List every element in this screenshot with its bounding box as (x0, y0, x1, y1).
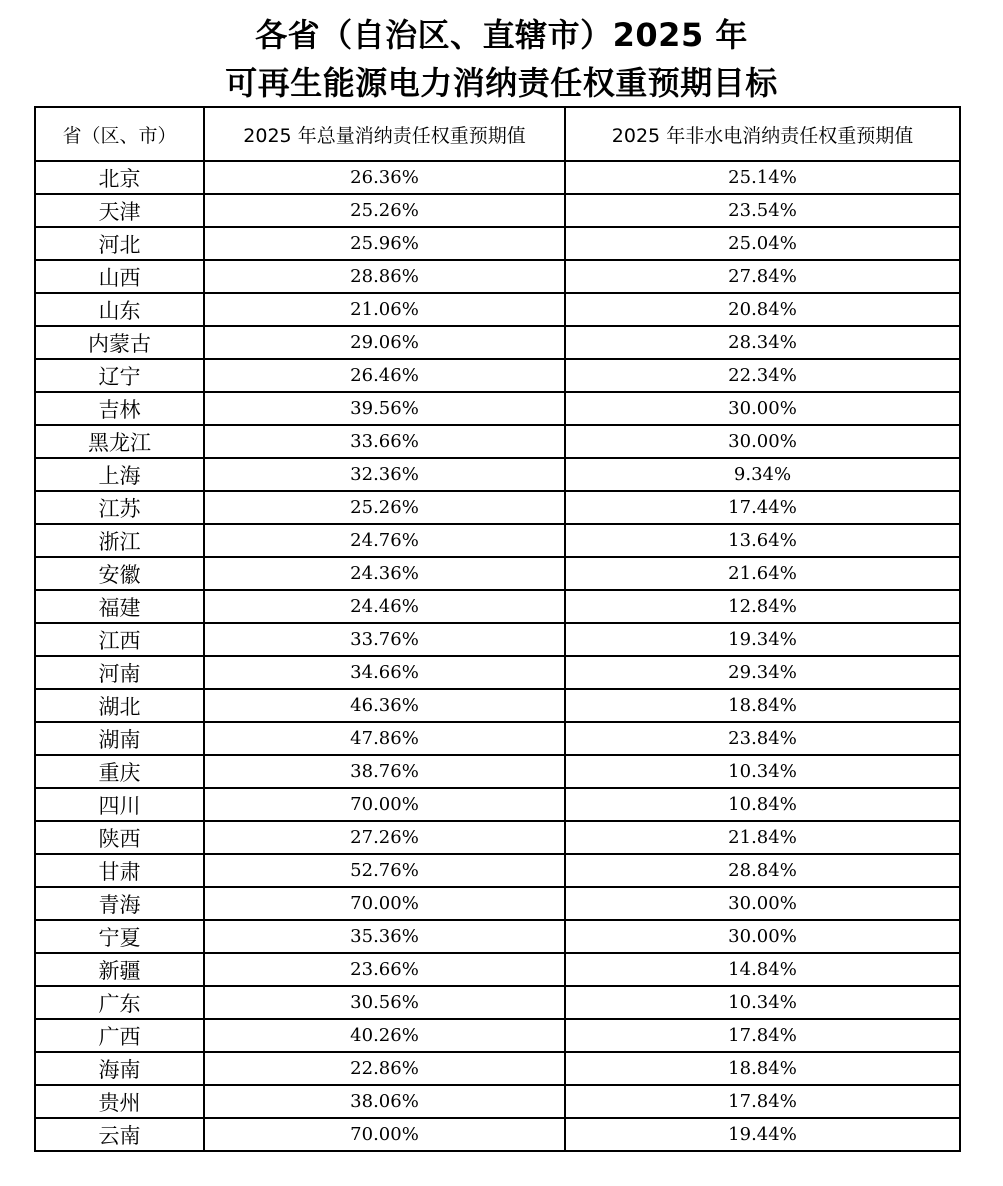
header-province: 省（区、市） (35, 107, 204, 161)
non-hydro-weight-cell: 25.14% (565, 161, 960, 194)
table-row (35, 227, 960, 260)
total-weight-cell: 24.46% (204, 590, 565, 623)
table-header-row (35, 107, 960, 161)
province-cell: 天津 (35, 194, 204, 227)
province-cell: 山西 (35, 260, 204, 293)
table-row (35, 293, 960, 326)
non-hydro-weight-cell: 30.00% (565, 920, 960, 953)
table-row (35, 359, 960, 392)
non-hydro-weight-cell: 27.84% (565, 260, 960, 293)
table-row (35, 887, 960, 920)
province-cell: 广东 (35, 986, 204, 1019)
total-weight-cell: 38.06% (204, 1085, 565, 1118)
province-cell: 四川 (35, 788, 204, 821)
non-hydro-weight-cell: 10.84% (565, 788, 960, 821)
total-weight-cell: 40.26% (204, 1019, 565, 1052)
total-weight-cell: 25.96% (204, 227, 565, 260)
non-hydro-weight-cell: 29.34% (565, 656, 960, 689)
province-cell: 江西 (35, 623, 204, 656)
table-row (35, 854, 960, 887)
total-weight-cell: 47.86% (204, 722, 565, 755)
table-row (35, 953, 960, 986)
non-hydro-weight-cell: 30.00% (565, 887, 960, 920)
non-hydro-weight-cell: 17.44% (565, 491, 960, 524)
province-cell: 贵州 (35, 1085, 204, 1118)
non-hydro-weight-cell: 12.84% (565, 590, 960, 623)
table-row (35, 458, 960, 491)
table-row (35, 623, 960, 656)
total-weight-cell: 23.66% (204, 953, 565, 986)
non-hydro-weight-cell: 20.84% (565, 293, 960, 326)
province-cell: 北京 (35, 161, 204, 194)
table-row (35, 524, 960, 557)
total-weight-cell: 70.00% (204, 788, 565, 821)
non-hydro-weight-cell: 19.44% (565, 1118, 960, 1151)
province-cell: 甘肃 (35, 854, 204, 887)
non-hydro-weight-cell: 28.84% (565, 854, 960, 887)
total-weight-cell: 24.76% (204, 524, 565, 557)
table-row (35, 557, 960, 590)
province-cell: 陕西 (35, 821, 204, 854)
province-cell: 海南 (35, 1052, 204, 1085)
table-row (35, 788, 960, 821)
table-row (35, 326, 960, 359)
table-row (35, 1019, 960, 1052)
table-row (35, 821, 960, 854)
province-cell: 云南 (35, 1118, 204, 1151)
non-hydro-weight-cell: 10.34% (565, 755, 960, 788)
total-weight-cell: 26.36% (204, 161, 565, 194)
page-title-line-2: 可再生能源电力消纳责任权重预期目标 (225, 64, 778, 102)
table-row (35, 491, 960, 524)
total-weight-cell: 22.86% (204, 1052, 565, 1085)
non-hydro-weight-cell: 28.34% (565, 326, 960, 359)
total-weight-cell: 28.86% (204, 260, 565, 293)
province-cell: 河南 (35, 656, 204, 689)
table-row (35, 1118, 960, 1151)
province-cell: 广西 (35, 1019, 204, 1052)
province-cell: 江苏 (35, 491, 204, 524)
total-weight-cell: 70.00% (204, 1118, 565, 1151)
province-cell: 宁夏 (35, 920, 204, 953)
province-cell: 内蒙古 (35, 326, 204, 359)
total-weight-cell: 26.46% (204, 359, 565, 392)
table-row (35, 920, 960, 953)
total-weight-cell: 70.00% (204, 887, 565, 920)
non-hydro-weight-cell: 13.64% (565, 524, 960, 557)
non-hydro-weight-cell: 17.84% (565, 1085, 960, 1118)
non-hydro-weight-cell: 18.84% (565, 1052, 960, 1085)
table-row (35, 722, 960, 755)
table-body (35, 161, 960, 1151)
table-row (35, 1085, 960, 1118)
total-weight-cell: 46.36% (204, 689, 565, 722)
non-hydro-weight-cell: 30.00% (565, 425, 960, 458)
province-cell: 辽宁 (35, 359, 204, 392)
header-total-weight: 2025 年总量消纳责任权重预期值 (204, 107, 565, 161)
non-hydro-weight-cell: 21.84% (565, 821, 960, 854)
province-cell: 湖南 (35, 722, 204, 755)
header-non-hydro-weight: 2025 年非水电消纳责任权重预期值 (565, 107, 960, 161)
province-cell: 青海 (35, 887, 204, 920)
table-row (35, 260, 960, 293)
total-weight-cell: 35.36% (204, 920, 565, 953)
province-cell: 重庆 (35, 755, 204, 788)
total-weight-cell: 25.26% (204, 491, 565, 524)
table-row (35, 986, 960, 1019)
total-weight-cell: 33.66% (204, 425, 565, 458)
table-row (35, 1052, 960, 1085)
total-weight-cell: 29.06% (204, 326, 565, 359)
total-weight-cell: 34.66% (204, 656, 565, 689)
non-hydro-weight-cell: 30.00% (565, 392, 960, 425)
non-hydro-weight-cell: 21.64% (565, 557, 960, 590)
non-hydro-weight-cell: 19.34% (565, 623, 960, 656)
table-row (35, 392, 960, 425)
total-weight-cell: 25.26% (204, 194, 565, 227)
page-title-line-1: 各省（自治区、直辖市）2025 年 (255, 16, 748, 54)
non-hydro-weight-cell: 9.34% (565, 458, 960, 491)
table-row (35, 689, 960, 722)
province-cell: 福建 (35, 590, 204, 623)
province-cell: 安徽 (35, 557, 204, 590)
province-cell: 浙江 (35, 524, 204, 557)
total-weight-cell: 32.36% (204, 458, 565, 491)
total-weight-cell: 39.56% (204, 392, 565, 425)
province-cell: 新疆 (35, 953, 204, 986)
table-row (35, 425, 960, 458)
non-hydro-weight-cell: 10.34% (565, 986, 960, 1019)
total-weight-cell: 27.26% (204, 821, 565, 854)
total-weight-cell: 52.76% (204, 854, 565, 887)
total-weight-cell: 24.36% (204, 557, 565, 590)
non-hydro-weight-cell: 23.54% (565, 194, 960, 227)
province-cell: 山东 (35, 293, 204, 326)
non-hydro-weight-cell: 14.84% (565, 953, 960, 986)
total-weight-cell: 21.06% (204, 293, 565, 326)
non-hydro-weight-cell: 23.84% (565, 722, 960, 755)
table-row (35, 656, 960, 689)
province-cell: 河北 (35, 227, 204, 260)
non-hydro-weight-cell: 18.84% (565, 689, 960, 722)
table-row (35, 161, 960, 194)
total-weight-cell: 33.76% (204, 623, 565, 656)
table-row (35, 755, 960, 788)
non-hydro-weight-cell: 17.84% (565, 1019, 960, 1052)
province-cell: 吉林 (35, 392, 204, 425)
province-cell: 湖北 (35, 689, 204, 722)
province-cell: 黑龙江 (35, 425, 204, 458)
non-hydro-weight-cell: 25.04% (565, 227, 960, 260)
table-row (35, 194, 960, 227)
table-row (35, 590, 960, 623)
province-cell: 上海 (35, 458, 204, 491)
renewable-weights-table (34, 106, 961, 1152)
total-weight-cell: 30.56% (204, 986, 565, 1019)
total-weight-cell: 38.76% (204, 755, 565, 788)
non-hydro-weight-cell: 22.34% (565, 359, 960, 392)
